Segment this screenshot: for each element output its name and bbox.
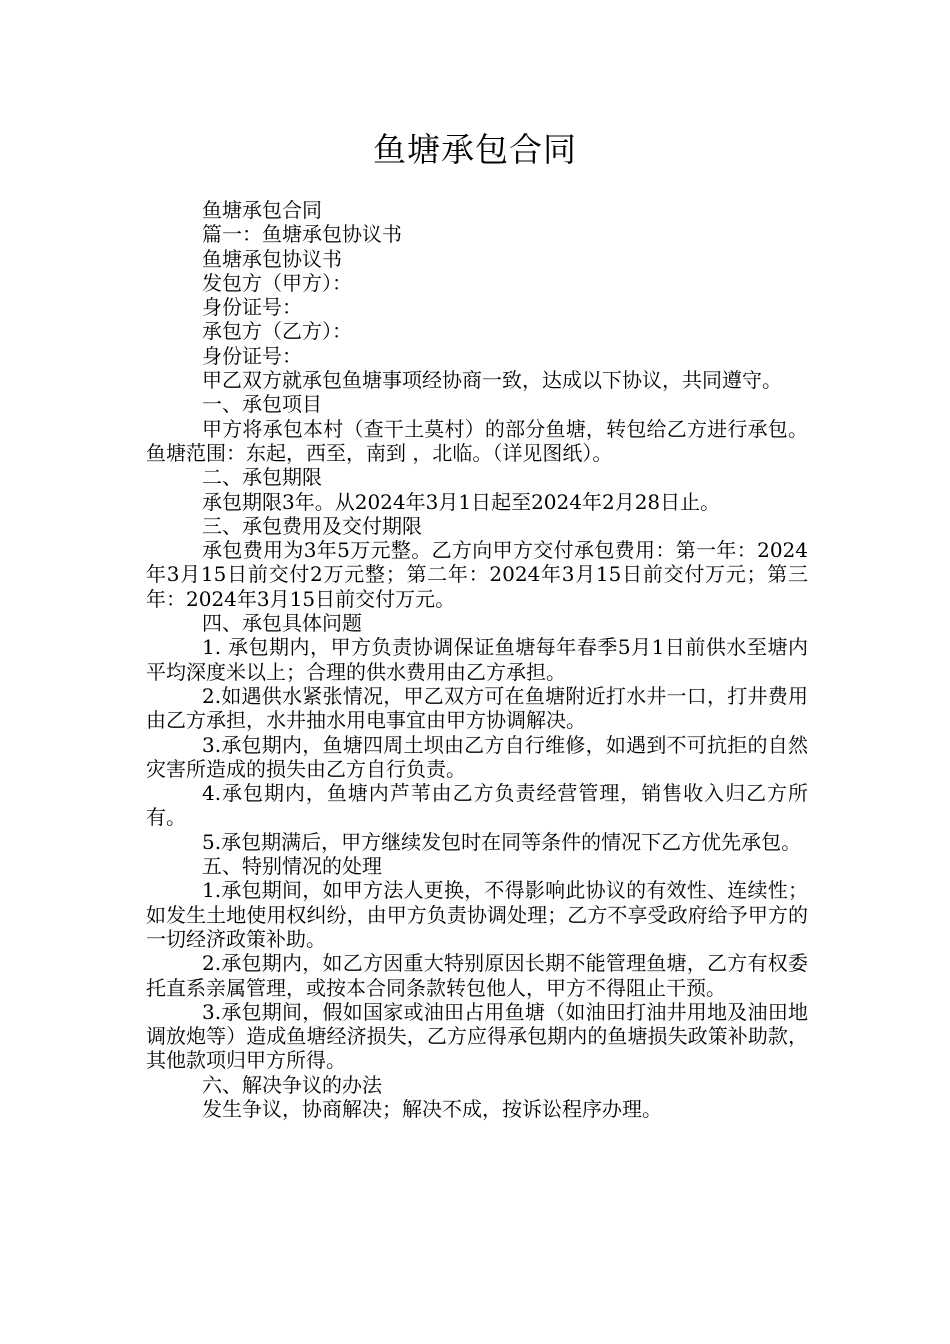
list-item: 3.承包期间，假如国家或油田占用鱼塘（如油田打油井用地及油田地调放炮等）造成鱼塘经济损失，乙方应得承包期内的鱼塘损失政策补助款，其他款项归甲方所得。 bbox=[146, 999, 808, 1073]
paragraph: 承包费用为3年5万元整。乙方向甲方交付承包费用：第一年：2024年3月15日前交付2万元整；第二年：2024年3月15日前交付万元；第三年：2024年3月15日前交付万元。 bbox=[146, 538, 808, 611]
paragraph: 身份证号： bbox=[202, 295, 302, 320]
section-heading: 五、特别情况的处理 bbox=[202, 854, 382, 879]
document-title: 鱼塘承包合同 bbox=[373, 130, 577, 169]
section-heading: 二、承包期限 bbox=[202, 465, 322, 490]
paragraph: 篇一：鱼塘承包协议书 bbox=[202, 222, 402, 247]
paragraph: 承包期限3年。从2024年3月1日起至2024年2月28日止。 bbox=[202, 489, 721, 514]
document-body bbox=[146, 198, 808, 1121]
paragraph: 发包方（甲方）： bbox=[202, 270, 352, 295]
list-item: 4.承包期内，鱼塘内芦苇由乙方负责经营管理，销售收入归乙方所有。 bbox=[146, 781, 808, 830]
section-heading: 一、承包项目 bbox=[202, 392, 322, 417]
list-item: 3.承包期内，鱼塘四周土坝由乙方自行维修，如遇到不可抗拒的自然灾害所造成的损失由乙方自行负责。 bbox=[146, 732, 808, 781]
paragraph: 甲方将承包本村（查干土莫村）的部分鱼塘，转包给乙方进行承包。鱼塘范围：东起，西至，南到 ，北临。（详见图纸）。 bbox=[146, 416, 808, 465]
paragraph: 发生争议，协商解决；解决不成，按诉讼程序办理。 bbox=[202, 1096, 662, 1121]
paragraph: 鱼塘承包协议书 bbox=[202, 246, 342, 271]
paragraph: 甲乙双方就承包鱼塘事项经协商一致，达成以下协议，共同遵守。 bbox=[202, 368, 782, 393]
list-item: 1. 承包期内，甲方负责协调保证鱼塘每年春季5月1日前供水至塘内平均深度米以上；合理的供水费用由乙方承担。 bbox=[146, 635, 808, 684]
list-item: 1.承包期间，如甲方法人更换，不得影响此协议的有效性、连续性；如发生土地使用权纠纷，由甲方负责协调处理；乙方不享受政府给予甲方的一切经济政策补助。 bbox=[146, 878, 808, 951]
section-heading: 四、承包具体问题 bbox=[202, 611, 362, 636]
paragraph: 承包方（乙方）： bbox=[202, 319, 352, 344]
paragraph: 身份证号： bbox=[202, 343, 302, 368]
list-item: 2.承包期内，如乙方因重大特别原因长期不能管理鱼塘，乙方有权委托直系亲属管理，或按本合同条款转包他人，甲方不得阻止干预。 bbox=[146, 951, 808, 1000]
paragraph: 鱼塘承包合同 bbox=[202, 198, 322, 222]
section-heading: 三、承包费用及交付期限 bbox=[202, 513, 422, 538]
list-item: 2.如遇供水紧张情况，甲乙双方可在鱼塘附近打水井一口，打井费用由乙方承担，水井抽水用电事宜由甲方协调解决。 bbox=[146, 683, 808, 733]
section-heading: 六、解决争议的办法 bbox=[202, 1072, 382, 1097]
list-item: 5.承包期满后，甲方继续发包时在同等条件的情况下乙方优先承包。 bbox=[202, 829, 802, 854]
